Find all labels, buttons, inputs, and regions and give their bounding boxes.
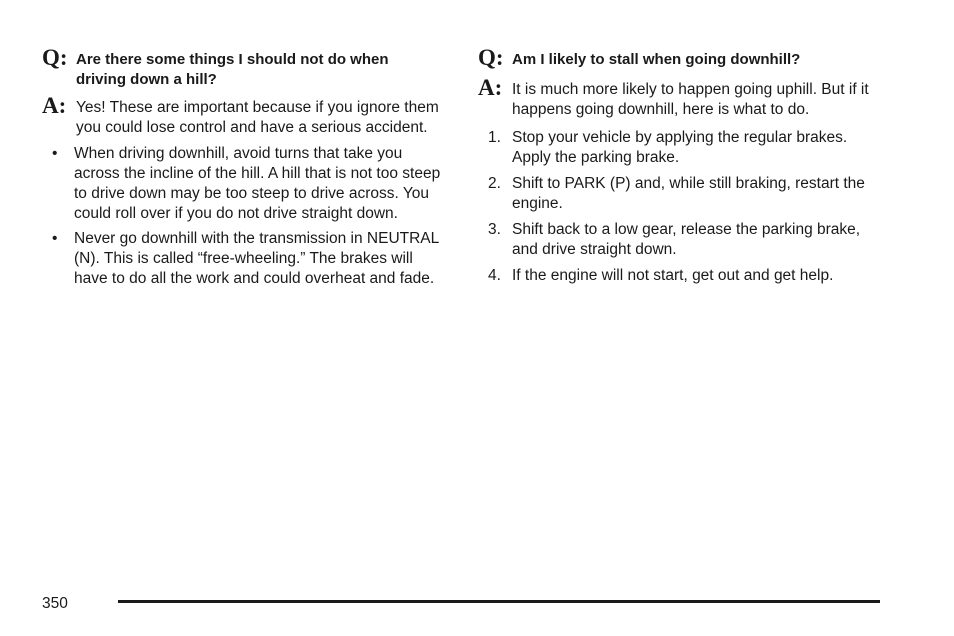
bullet-item (42, 144, 442, 224)
question-marker: Q: (42, 45, 68, 70)
bullet-text: When driving downhill, avoid turns that take you across the incline of the hill. A hill that is not too steep to drive down may be too steep to drive across. You could roll over if you do not drive straight down. (74, 145, 441, 222)
right-column (478, 45, 878, 292)
step-item (478, 266, 878, 286)
bullet-dot: • (52, 230, 58, 247)
footer-rule (118, 600, 880, 603)
question-block (478, 45, 878, 70)
step-number: 2. (488, 175, 501, 192)
question-text: Am I likely to stall when going downhill? (512, 51, 801, 68)
question-block (42, 45, 442, 90)
bullet-item (42, 229, 442, 289)
bullet-dot: • (52, 145, 58, 162)
question-marker: Q: (478, 45, 504, 70)
answer-text: Yes! These are important because if you ignore them you could lose control and have a serious accident. (76, 99, 439, 136)
step-text: Shift back to a low gear, release the parking brake, and drive straight down. (512, 221, 861, 258)
answer-block (478, 75, 878, 120)
step-number: 3. (488, 221, 501, 238)
question-text: Are there some things I should not do when driving down a hill? (76, 51, 389, 88)
step-number: 1. (488, 129, 501, 146)
step-item (478, 220, 878, 260)
bullet-list (42, 144, 442, 289)
step-item (478, 174, 878, 214)
step-number: 4. (488, 267, 501, 284)
step-text: Stop your vehicle by applying the regular brakes. Apply the parking brake. (512, 129, 848, 166)
step-text: Shift to PARK (P) and, while still braking, restart the engine. (512, 175, 865, 212)
step-text: If the engine will not start, get out and get help. (512, 267, 834, 284)
left-column (42, 45, 442, 294)
answer-block (42, 93, 442, 138)
bullet-text: Never go downhill with the transmission in NEUTRAL (N). This is called “free-wheeling.” The brakes will have to do all the work and could overheat and fade. (74, 230, 439, 287)
answer-text: It is much more likely to happen going uphill. But if it happens going downhill, here is what to do. (512, 81, 869, 118)
answer-marker: A: (42, 93, 67, 118)
step-item (478, 128, 878, 168)
answer-marker: A: (478, 75, 503, 100)
page-number: 350 (42, 595, 68, 612)
steps-list (478, 128, 878, 286)
